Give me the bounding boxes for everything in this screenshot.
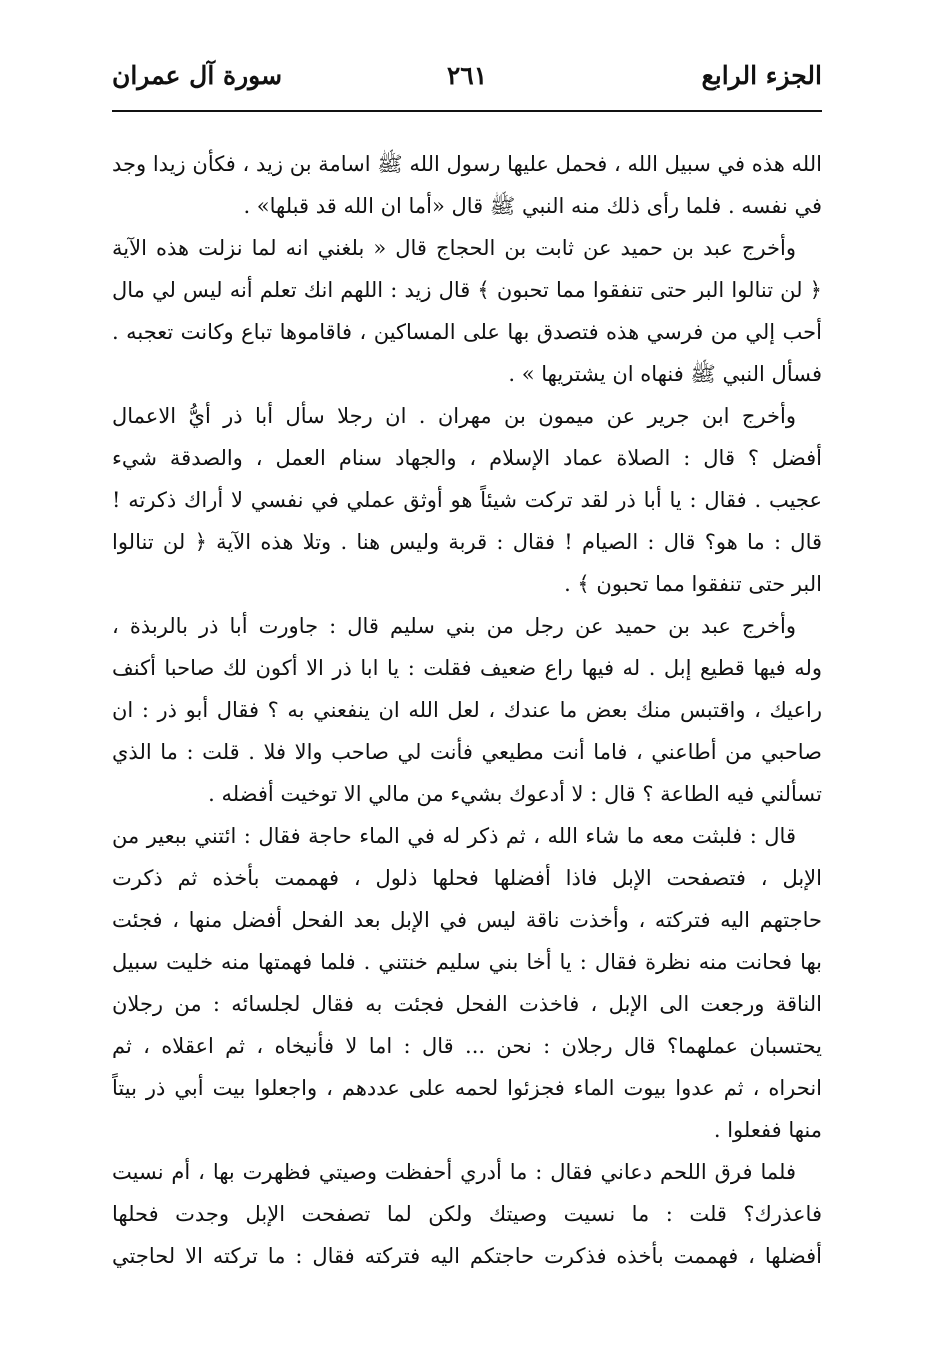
text-line: في نفسه . فلما رأى ذلك منه النبي ﷺ قال «أما ان الله قد قبلها» . <box>243 194 822 218</box>
text-line: أحب إلي من فرسي هذه فتصدق بها على المساكين ، فاقاموها تباع وكانت تعجبه . <box>112 320 822 344</box>
text-line: عجيب . فقال : يا أبا ذر لقد تركت شيئاً هو أوثق عملي في نفسي لا أراك ذكرته ! <box>112 488 822 512</box>
paragraph <box>112 395 822 605</box>
text-line: الناقة ورجعت الى الإبل ، فاخذت الفحل فجئت به فقال لجلسائه : من رجلان <box>112 992 822 1016</box>
paragraph <box>112 815 822 1151</box>
paragraph <box>112 1151 822 1277</box>
header-rule <box>112 110 822 112</box>
text-line: قال : ما هو؟ قال : الصيام ! فقال : قربة وليس هنا . وتلا هذه الآية ﴿ لن تنالوا <box>112 530 822 554</box>
text-line: وله فيها قطيع إبل . له فيها راع ضعيف فقلت : يا ابا ذر الا أكون لك صاحبا أكنف <box>112 656 822 680</box>
text-line: ﴿ لن تنالوا البر حتى تنفقوا مما تحبون ﴾ قال زيد : اللهم انك تعلم أنه ليس لي مال <box>112 278 822 302</box>
page-body <box>112 143 822 1277</box>
text-line: صاحبي من أطاعني ، فاما أنت مطيعي فأنت لي صاحب والا فلا . قلت : ما الذي <box>112 740 822 764</box>
page-header <box>112 52 822 104</box>
text-line: الله هذه في سبيل الله ، فحمل عليها رسول الله ﷺ اسامة بن زيد ، فكأن زيدا وجد <box>112 152 822 176</box>
text-line: قال : فلبثت معه ما شاء الله ، ثم ذكر له في الماء حاجة فقال : ائتني ببعير من <box>112 824 796 848</box>
part-title: الجزء الرابع <box>701 61 822 90</box>
text-line: تسألني فيه الطاعة ؟ قال : لا أدعوك بشيء من مالي الا توخيت أفضله . <box>208 782 822 806</box>
text-line: بها فحانت منه نظرة فقال : يا أخا بني سليم خنتني . فلما فهمتها منه خليت سبيل <box>112 950 822 974</box>
text-line: يحتسبان عملهما؟ قال رجلان : نحن ... قال : اما لا فأنيخاه ، ثم اعقلاه ، ثم <box>112 1034 822 1058</box>
text-line: وأخرج عبد بن حميد عن رجل من بني سليم قال : جاورت أبا ذر بالربذة ، <box>112 614 796 638</box>
paragraph <box>112 227 822 395</box>
text-line: فاعذرك؟ قلت : ما نسيت وصيتك ولكن لما تصفحت الإبل وجدت فحلها <box>112 1202 822 1226</box>
text-line: الإبل ، فتصفحت الإبل فاذا أفضلها فحلها ذلول ، فهممت بأخذه ثم ذكرت <box>112 866 822 890</box>
page-number: ٢٦١ <box>446 61 488 90</box>
text-line: حاجتهم اليه فتركته ، وأخذت ناقة ليس في الإبل بعد الفحل أفضل منها ، فجئت <box>112 908 822 932</box>
paragraph <box>112 143 822 227</box>
text-line: راعيك ، واقتبس منك بعض ما عندك ، لعل الله ان ينفعني به ؟ فقال أبو ذر : ان <box>112 698 822 722</box>
text-line: وأخرج ابن جرير عن ميمون بن مهران . ان رجلا سأل أبا ذر أيُّ الاعمال <box>112 404 796 428</box>
text-line: منها ففعلوا . <box>713 1118 822 1142</box>
text-line: فسأل النبي ﷺ فنهاه ان يشتريها » . <box>508 362 822 386</box>
text-line: انحراه ، ثم عدوا بيوت الماء فجزئوا لحمه على عددهم ، واجعلوا بيت أبي ذر بيتاً <box>112 1076 822 1100</box>
text-line: أفضلها ، فهممت بأخذه فذكرت حاجتكم اليه فتركته فقال : ما تركته الا لحاجتي <box>112 1244 822 1268</box>
text-line: أفضل ؟ قال : الصلاة عماد الإسلام ، والجهاد سنام العمل ، والصدقة شيء <box>112 446 822 470</box>
paragraph <box>112 605 822 815</box>
text-line: فلما فرق اللحم دعاني فقال : ما أدري أحفظت وصيتي فظهرت بها ، أم نسيت <box>112 1160 796 1184</box>
surah-title: سورة آل عمران <box>112 61 283 90</box>
text-line: البر حتى تنفقوا مما تحبون ﴾ . <box>564 572 822 596</box>
text-line: وأخرج عبد بن حميد عن ثابت بن الحجاج قال « بلغني انه لما نزلت هذه الآية <box>112 236 796 260</box>
